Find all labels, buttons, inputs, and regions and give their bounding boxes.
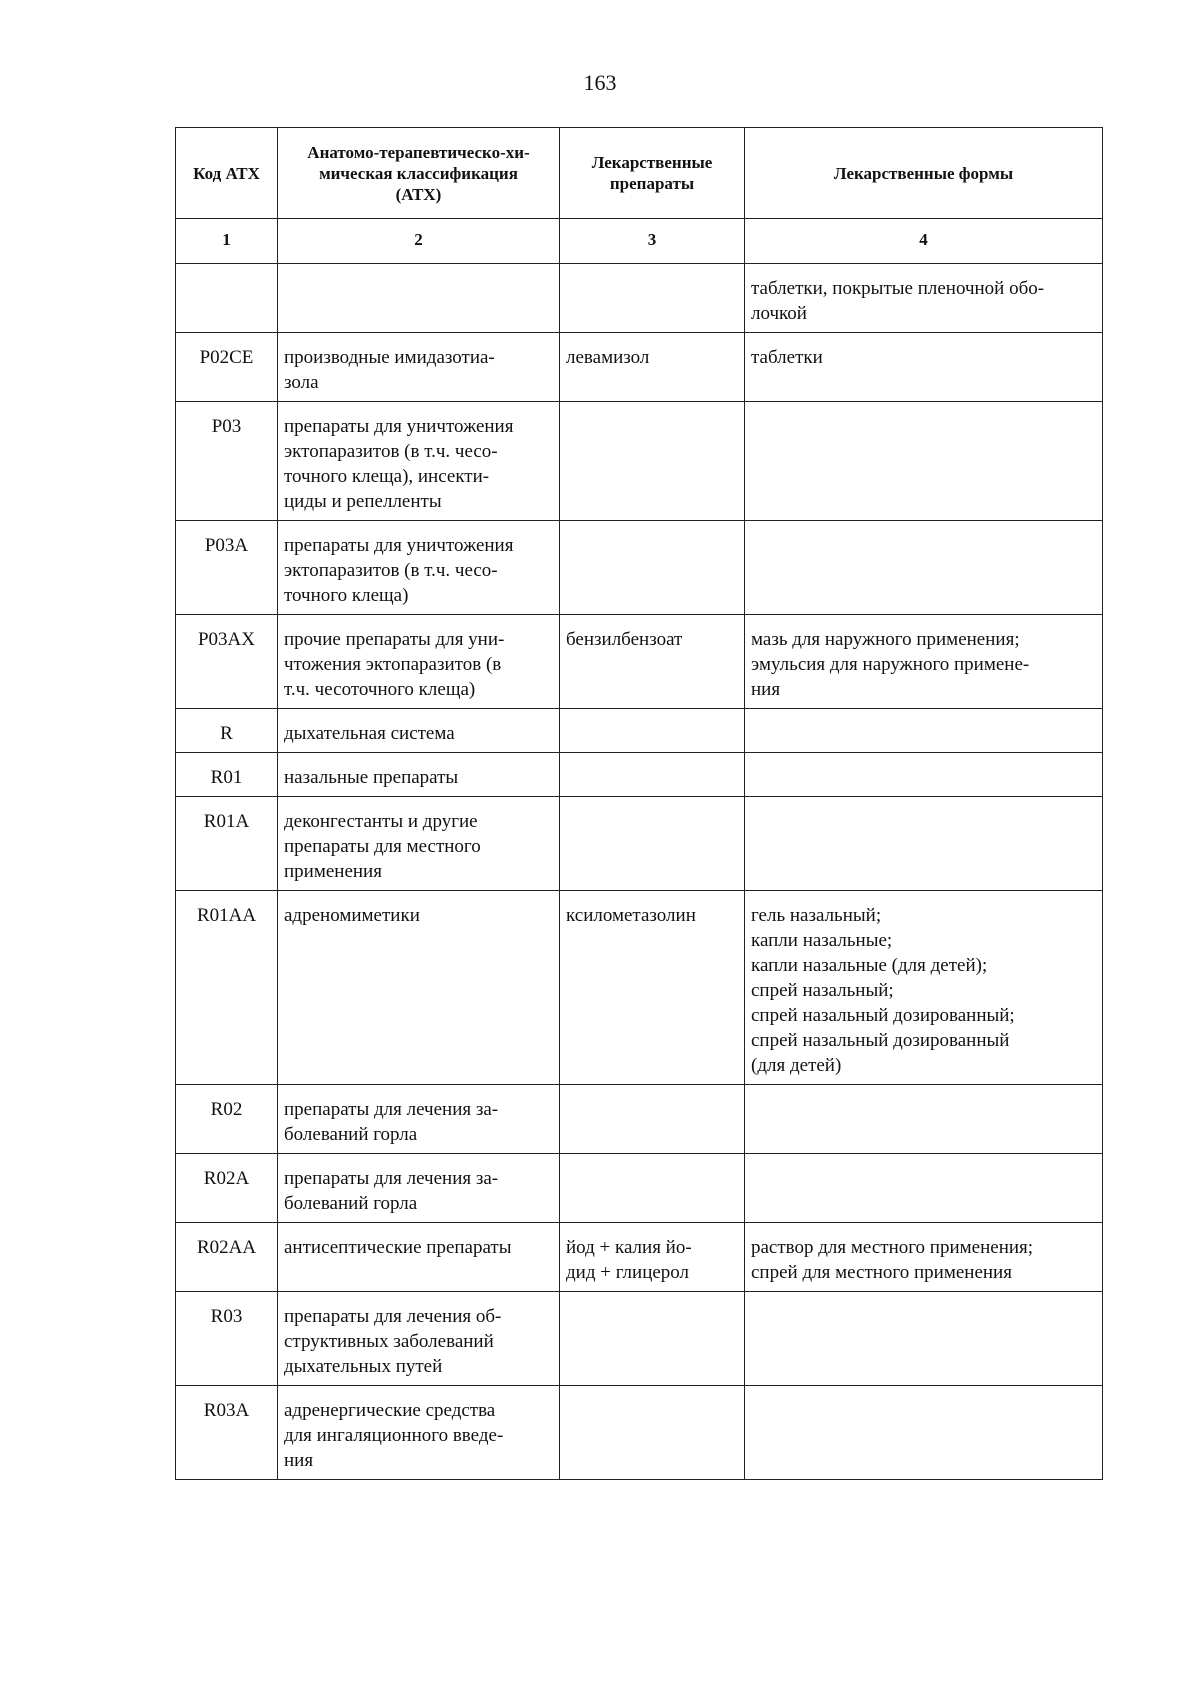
atc-code-cell: R01 <box>176 753 278 797</box>
atc-classification-cell: прочие препараты для уни- чтожения эктопаразитов (в т.ч. чесоточного клеща) <box>278 615 560 709</box>
atc-classification-cell: антисептические препараты <box>278 1223 560 1292</box>
atc-code-cell: P02CE <box>176 333 278 402</box>
table-row <box>176 753 1103 797</box>
table-row <box>176 521 1103 615</box>
drug-cell <box>560 1292 745 1386</box>
table-row <box>176 333 1103 402</box>
column-number: 4 <box>745 219 1103 264</box>
table-row <box>176 264 1103 333</box>
table-row <box>176 1223 1103 1292</box>
drug-cell <box>560 1085 745 1154</box>
atc-classification-cell: производные имидазотиа- зола <box>278 333 560 402</box>
dosage-forms-cell: раствор для местного применения; спрей для местного применения <box>745 1223 1103 1292</box>
column-number: 1 <box>176 219 278 264</box>
atc-classification-cell: деконгестанты и другие препараты для местного применения <box>278 797 560 891</box>
table-row <box>176 1292 1103 1386</box>
table-row <box>176 1085 1103 1154</box>
dosage-forms-cell <box>745 1292 1103 1386</box>
atc-classification-cell: дыхательная система <box>278 709 560 753</box>
drug-cell <box>560 1154 745 1223</box>
drug-cell: левамизол <box>560 333 745 402</box>
atc-classification-cell: препараты для лечения за- болеваний горла <box>278 1154 560 1223</box>
drug-cell <box>560 797 745 891</box>
atc-drug-table <box>175 127 1103 1480</box>
table-row <box>176 891 1103 1085</box>
drug-cell <box>560 264 745 333</box>
table-row <box>176 615 1103 709</box>
atc-classification-cell: назальные препараты <box>278 753 560 797</box>
dosage-forms-cell <box>745 1085 1103 1154</box>
atc-code-cell <box>176 264 278 333</box>
atc-code-cell: R03 <box>176 1292 278 1386</box>
drug-cell: бензилбензоат <box>560 615 745 709</box>
drug-cell <box>560 709 745 753</box>
atc-code-cell: P03A <box>176 521 278 615</box>
column-number: 3 <box>560 219 745 264</box>
atc-code-cell: R02A <box>176 1154 278 1223</box>
atc-code-cell: P03AX <box>176 615 278 709</box>
table-row <box>176 1386 1103 1480</box>
dosage-forms-cell <box>745 797 1103 891</box>
atc-code-cell: P03 <box>176 402 278 521</box>
header-atc-classification: Анатомо-терапевтическо-хи- мическая классификация (АТХ) <box>278 128 560 219</box>
table-row <box>176 402 1103 521</box>
dosage-forms-cell <box>745 709 1103 753</box>
atc-classification-cell: адренергические средства для ингаляционного введе- ния <box>278 1386 560 1480</box>
atc-code-cell: R03A <box>176 1386 278 1480</box>
drug-cell: ксилометазолин <box>560 891 745 1085</box>
dosage-forms-cell: мазь для наружного применения; эмульсия для наружного примене- ния <box>745 615 1103 709</box>
dosage-forms-cell: таблетки <box>745 333 1103 402</box>
column-number: 2 <box>278 219 560 264</box>
dosage-forms-cell <box>745 521 1103 615</box>
atc-code-cell: R01A <box>176 797 278 891</box>
drug-cell <box>560 521 745 615</box>
atc-classification-cell: адреномиметики <box>278 891 560 1085</box>
table-row <box>176 1154 1103 1223</box>
table-row <box>176 709 1103 753</box>
drug-cell <box>560 753 745 797</box>
header-drugs: Лекарственные препараты <box>560 128 745 219</box>
atc-classification-cell: препараты для уничтожения эктопаразитов (в т.ч. чесо- точного клеща) <box>278 521 560 615</box>
atc-classification-cell: препараты для уничтожения эктопаразитов (в т.ч. чесо- точного клеща), инсекти- циды и репелленты <box>278 402 560 521</box>
table-header <box>176 128 1103 264</box>
atc-code-cell: R01AA <box>176 891 278 1085</box>
atc-classification-cell: препараты для лечения за- болеваний горла <box>278 1085 560 1154</box>
dosage-forms-cell <box>745 402 1103 521</box>
table-row <box>176 797 1103 891</box>
drug-cell <box>560 402 745 521</box>
table-body <box>176 264 1103 1480</box>
dosage-forms-cell <box>745 1386 1103 1480</box>
header-atc-code: Код АТХ <box>176 128 278 219</box>
dosage-forms-cell <box>745 753 1103 797</box>
dosage-forms-cell <box>745 1154 1103 1223</box>
atc-code-cell: R <box>176 709 278 753</box>
dosage-forms-cell: гель назальный; капли назальные; капли назальные (для детей); спрей назальный; спрей назальный дозированный; спрей назальный дозированный (для детей) <box>745 891 1103 1085</box>
atc-code-cell: R02 <box>176 1085 278 1154</box>
header-dosage-forms: Лекарственные формы <box>745 128 1103 219</box>
drug-cell: йод + калия йо- дид + глицерол <box>560 1223 745 1292</box>
page-number: 163 <box>583 70 617 95</box>
dosage-forms-cell: таблетки, покрытые пленочной обо- лочкой <box>745 264 1103 333</box>
drug-cell <box>560 1386 745 1480</box>
atc-classification-cell <box>278 264 560 333</box>
atc-classification-cell: препараты для лечения об- структивных заболеваний дыхательных путей <box>278 1292 560 1386</box>
atc-code-cell: R02AA <box>176 1223 278 1292</box>
